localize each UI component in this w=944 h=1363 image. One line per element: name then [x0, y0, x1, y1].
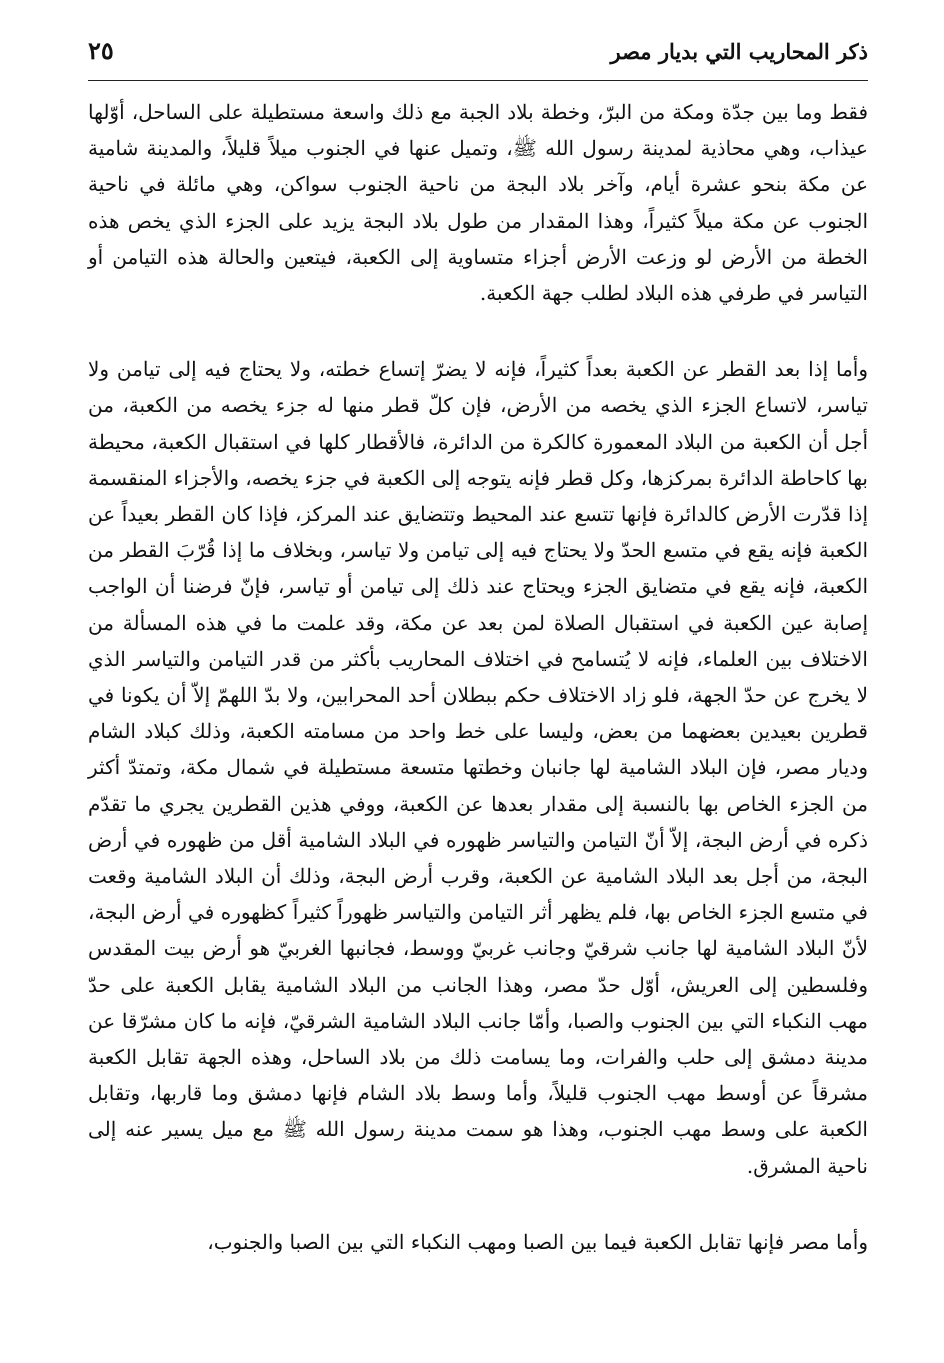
body-text [88, 94, 868, 1260]
paragraph-gap [88, 311, 868, 351]
paragraph-2: وأما إذا بعد القطر عن الكعبة بعداً كثيراً، فإنه لا يضرّ إتساع خطته، ولا يحتاج فيه إلى تيامن ولا تياسر، لاتساع الجزء الذي يخصه من الأرض، فإن كلّ قطر منها له جزء يخصه من الكعبة، من أجل أن الكعبة من البلاد المعمورة كالكرة من الدائرة، فالأقطار كلها في استقبال الكعبة، محيطة بها كاحاطة الدائرة بمركزها، وكل قطر فإنه يتوجه إلى الكعبة في جزء يخصه، والأجزاء المنقسمة إذا قدّرت الأرض كالدائرة فإنها تتسع عند المحيط وتتضايق عند المركز، فإذا كان القطر بعيداً عن الكعبة فإنه يقع في متسع الحدّ ولا يحتاج فيه إلى تيامن ولا تياسر، وبخلاف ما إذا قُرّبَ القطر من الكعبة، فإنه يقع في متضايق الجزء ويحتاج عند ذلك إلى تيامن أو تياسر، فإنّ فرضنا أن الواجب إصابة عين الكعبة في استقبال الصلاة لمن بعد عن مكة، وقد علمت ما في هذه المسألة من الاختلاف بين العلماء، فإنه لا يُتسامح في اختلاف المحاريب بأكثر من قدر التيامن والتياسر الذي لا يخرج عن حدّ الجهة، فلو زاد الاختلاف حكم ببطلان أحد المحرابين، ولا بدّ اللهمّ إلاّ أن يكونا في قطرين بعيدين بعضهما من بعض، وليسا على خط واحد من مسامته الكعبة، وذلك كبلاد الشام وديار مصر، فإن البلاد الشامية لها جانبان وخطتها متسعة مستطيلة في شمال مكة، وتمتدّ أكثر من الجزء الخاص بها بالنسبة إلى مقدار بعدها عن الكعبة، ووفي هذين القطرين يجري ما تقدّم ذكره في أرض البجة، إلاّ أنّ التيامن والتياسر ظهوره في البلاد الشامية أقل من ظهوره في أرض البجة، من أجل بعد البلاد الشامية عن الكعبة، وقرب أرض البجة، وذلك أن البلاد الشامية وقعت في متسع الجزء الخاص بها، فلم يظهر أثر التيامن والتياسر ظهوراً كثيراً كظهوره في أرض البجة، لأنّ البلاد الشامية لها جانب شرقيّ وجانب غربيّ ووسط، فجانبها الغربيّ هو أرض بيت المقدس وفلسطين إلى العريش، أوّل حدّ مصر، وهذا الجانب من البلاد الشامية يقابل الكعبة على حدّ مهب النكباء التي بين الجنوب والصبا، وأمّا جانب البلاد الشامية الشرقيّ، فإنه ما كان مشرّقا عن مدينة دمشق إلى حلب والفرات، وما يسامت ذلك من بلاد الساحل، وهذه الجهة تقابل الكعبة مشرقاً عن أوسط مهب الجنوب قليلاً، وأما وسط بلاد الشام فإنها دمشق وما قاربها، وتقابل الكعبة على وسط مهب الجنوب، وهذا هو سمت مدينة رسول الله ﷺ مع ميل يسير عنه إلى ناحية المشرق. [88, 357, 868, 1178]
paragraph-3: وأما مصر فإنها تقابل الكعبة فيما بين الصبا ومهب النكباء التي بين الصبا والجنوب، [207, 1229, 868, 1254]
page-header [88, 34, 868, 74]
page-number: ٢٥ [88, 36, 114, 65]
header-divider [88, 80, 868, 81]
paragraph-1: فقط وما بين جدّة ومكة من البرّ، وخطة بلاد الجبة مع ذلك واسعة مستطيلة على الساحل، أوّلها عيذاب، وهي محاذية لمدينة رسول الله ﷺ، وتميل عنها في الجنوب ميلاً قليلاً، والمدينة شامية عن مكة بنحو عشرة أيام، وآخر بلاد البجة من ناحية الجنوب سواكن، وهي مائلة في ناحية الجنوب عن مكة ميلاً كثيراً، وهذا المقدار من طول بلاد البجة يزيد على الجزء الذي يخص هذه الخطة من الأرض لو وزعت الأرض أجزاء متساوية إلى الكعبة، فيتعين والحالة هذه التيامن أو التياسر في طرفي هذه البلاد لطلب جهة الكعبة. [88, 100, 868, 306]
running-title: ذكر المحاريب التي بديار مصر [610, 39, 868, 64]
paragraph-gap [88, 1184, 868, 1224]
